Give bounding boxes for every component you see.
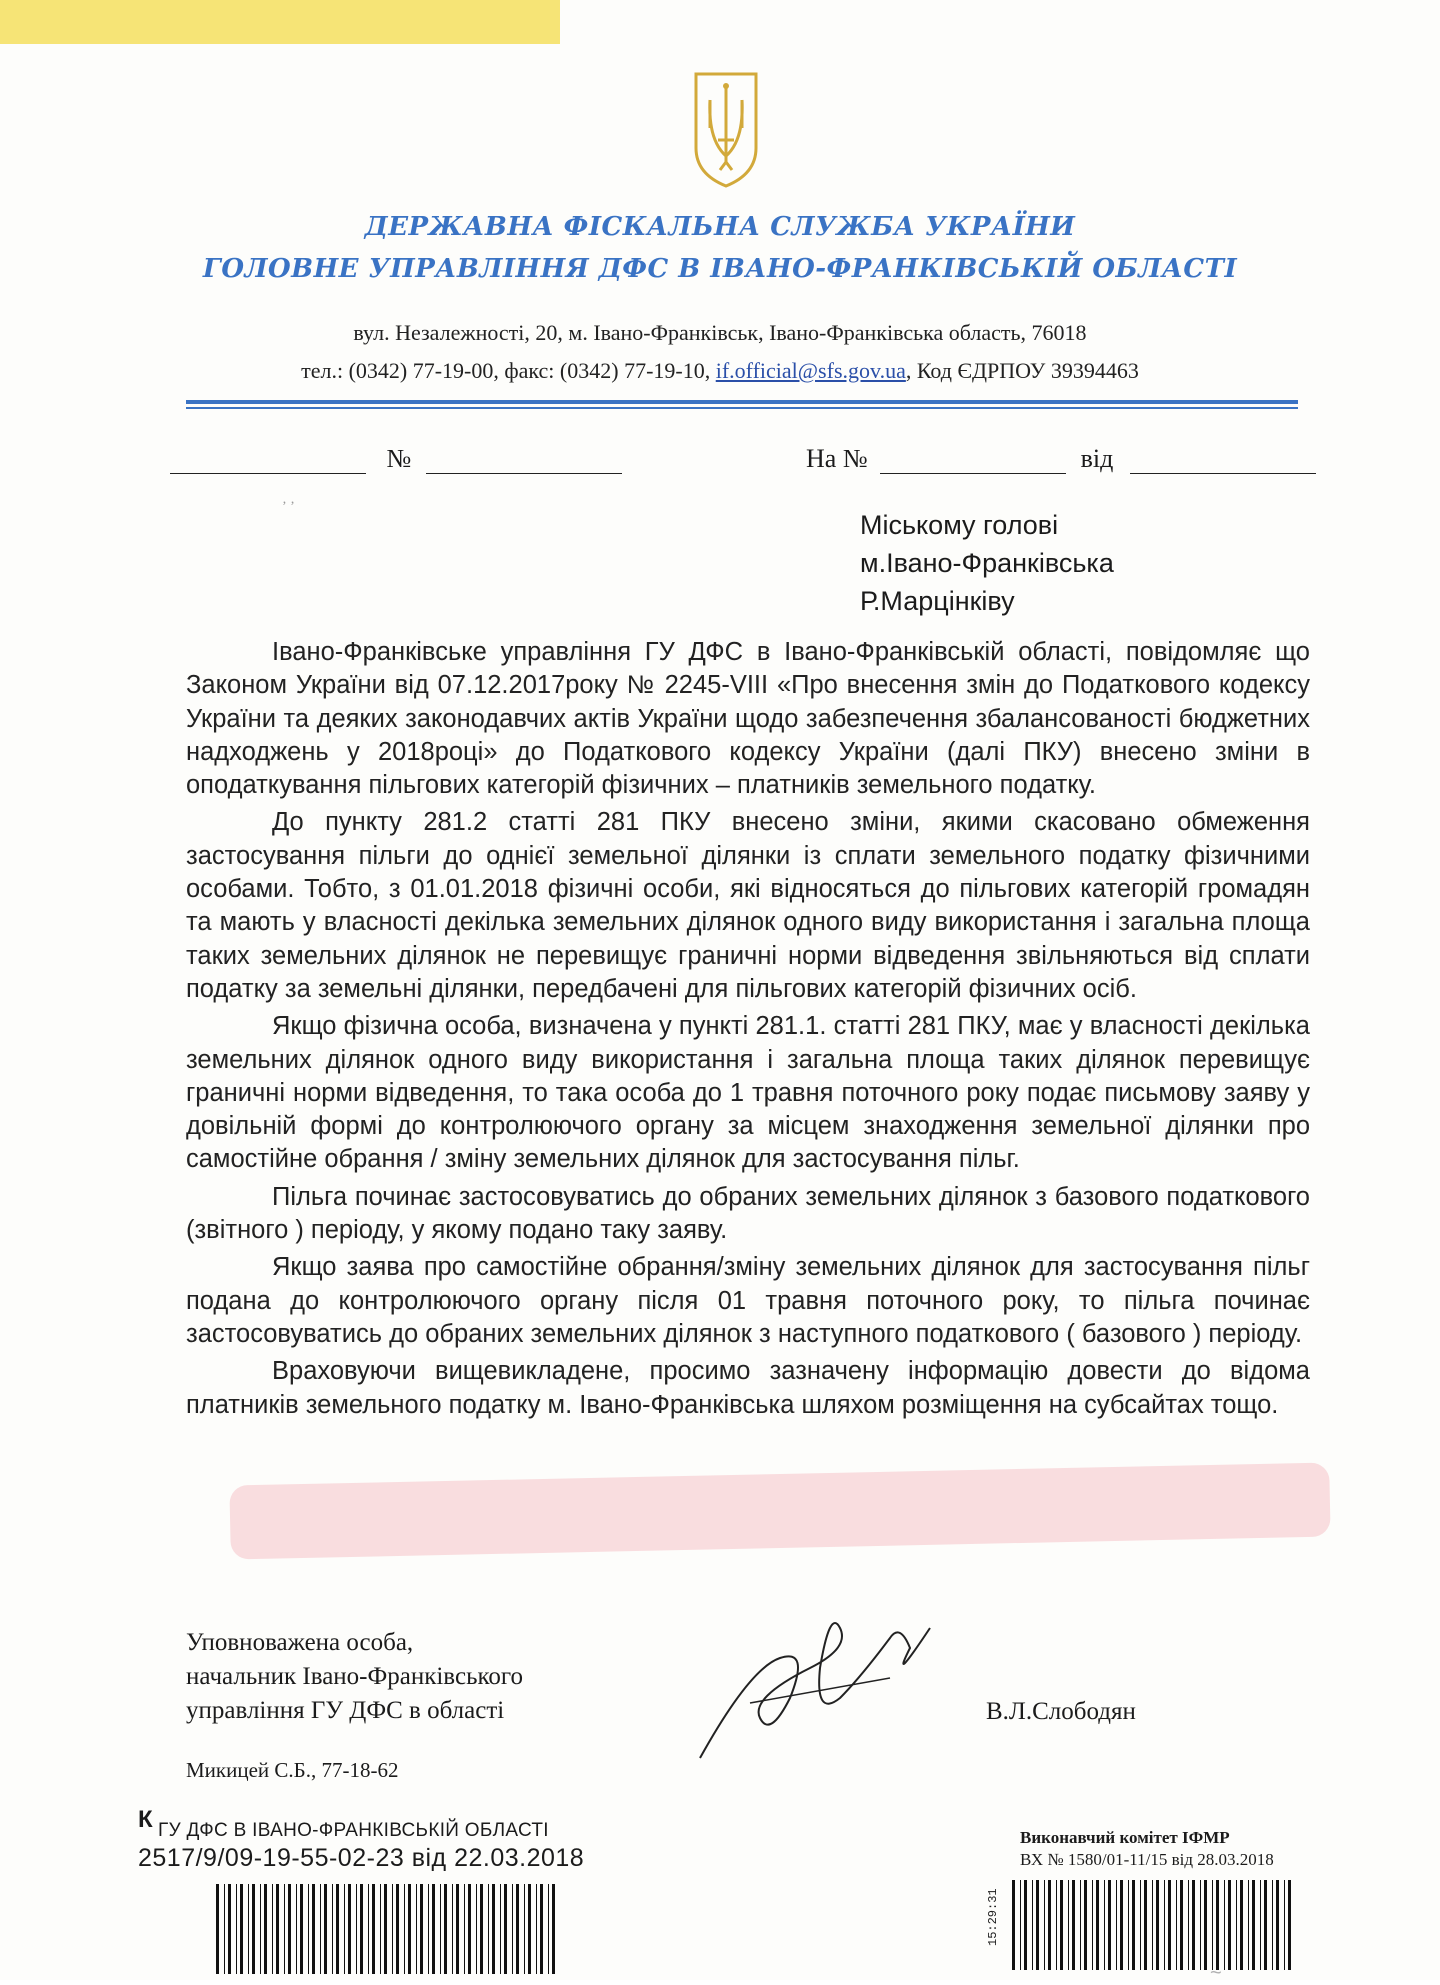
recipient-block bbox=[860, 506, 1114, 620]
ref-label: На № bbox=[806, 444, 868, 473]
signatory-line2: начальник Івано-Франківського bbox=[186, 1663, 523, 1690]
executor-contact: Микицей С.Б., 77-18-62 bbox=[186, 1758, 399, 1782]
reference-registration bbox=[806, 444, 1316, 474]
letter-body bbox=[186, 636, 1310, 1422]
number-sign: № bbox=[386, 444, 412, 473]
incoming-stamp bbox=[1020, 1828, 1274, 1870]
handwritten-signature bbox=[690, 1608, 950, 1768]
contacts-code: , Код ЄДРПОУ 39394463 bbox=[905, 358, 1139, 383]
incoming-stamp-number: ВХ № 1580/01-11/15 від 28.03.2018 bbox=[1020, 1850, 1274, 1869]
highlight-marker bbox=[229, 1462, 1330, 1559]
outgoing-date-blank bbox=[170, 449, 366, 474]
pencil-scribble: ~ bbox=[1210, 1962, 1222, 1984]
outgoing-stamp-org: ГУ ДФС В ІВАНО-ФРАНКІВСЬКІЙ ОБЛАСТІ bbox=[158, 1820, 549, 1841]
paragraph-6: Враховуючи вищевикладене, просимо зазначену інформацію довести до відома платників земельного податку м. Івано-Франківська шляхом розміщення на субсайтах тощо. bbox=[186, 1357, 1310, 1419]
outgoing-stamp-number: 2517/9/09-19-55-02-23 від 22.03.2018 bbox=[138, 1844, 585, 1872]
stamp-k-letter: К bbox=[138, 1806, 153, 1833]
paragraph-1: Івано-Франківське управління ГУ ДФС в Івано-Франківській області, повідомляє що Законом України від 07.12.2017року № 2245-VIII «Про внесення змін до Податкового кодексу України та деяких законодавчих актів України щодо забезпечення збалансованості бюджетних надходжень у 2018році» до Податкового кодексу України (далі ПКУ) внесено зміни в оподаткування пільгових категорій фізичних – платників земельного податку. bbox=[186, 638, 1310, 800]
paragraph-4: Пільга починає застосовуватись до обраних земельних ділянок з базового податкового (звітного ) періоду, у якому подано таку заяву. bbox=[186, 1182, 1310, 1245]
paragraph-5: Якщо заява про самостійне обрання/зміну земельних ділянок для застосування пільг подана до контролюючого органу після 01 травня поточного року, то пільга починає застосовуватись до обраних земельних ділянок з наступного податкового ( базового ) періоду. bbox=[186, 1253, 1310, 1348]
trident-emblem-icon bbox=[688, 70, 764, 190]
signatory-title bbox=[186, 1626, 523, 1728]
signatory-name: В.Л.Слободян bbox=[986, 1698, 1136, 1725]
ref-date-blank bbox=[1130, 449, 1316, 474]
header-divider-thin bbox=[186, 407, 1298, 409]
email-link[interactable]: if.official@sfs.gov.ua bbox=[715, 358, 906, 383]
paragraph-2: До пункту 281.2 статті 281 ПКУ внесено зміни, якими скасовано обмеження застосування пільги до однієї земельної ділянки із сплати земельного податку фізичними особами. Тобто, з 01.01.2018 фізичні особи, які відносяться до пільгових категорій громадян та мають у власності декілька земельних ділянок одного виду використання і загальна площа таких земельних ділянок не перевищує граничні норми відведення звільняються від сплати податку за земельні ділянки, передбачені для пільгових категорій фізичних осіб. bbox=[186, 808, 1310, 1003]
ref-number-blank bbox=[880, 449, 1066, 474]
outgoing-registration bbox=[170, 444, 622, 474]
org-title-line2: ГОЛОВНЕ УПРАВЛІННЯ ДФС В ІВАНО-ФРАНКІВСЬКІЙ ОБЛАСТІ bbox=[202, 254, 1238, 284]
recipient-line3: Р.Марцінківу bbox=[860, 586, 1015, 616]
org-address: вул. Незалежності, 20, м. Івано-Франківськ, Івано-Франківська область, 76018 bbox=[353, 320, 1087, 345]
date-label: від bbox=[1080, 444, 1114, 473]
margin-marks: ‚ ‚ bbox=[282, 492, 295, 507]
signatory-line1: Уповноважена особа, bbox=[186, 1629, 414, 1656]
paragraph-3: Якщо фізична особа, визначена у пункті 281.1. статті 281 ПКУ, має у власності декілька земельних ділянок одного виду використання і загальна площа таких ділянок перевищує граничні норми відведення, то така особа до 1 травня поточного року подає письмову заяву у довільній формі до контролюючого органу за місцем знаходження земельної ділянки про самостійне обрання / зміну земельних ділянок для застосування пільг. bbox=[186, 1012, 1310, 1174]
incoming-stamp-org: Виконавчий комітет ІФМР bbox=[1020, 1828, 1230, 1847]
outgoing-number-blank bbox=[426, 449, 622, 474]
contacts-phone-fax: тел.: (0342) 77-19-00, факс: (0342) 77-19-10, bbox=[301, 358, 711, 383]
sticky-note bbox=[0, 0, 560, 44]
outgoing-barcode bbox=[214, 1884, 562, 1974]
recipient-line1: Міському голові bbox=[860, 510, 1059, 540]
incoming-time: 15:29:31 bbox=[986, 1888, 1000, 1946]
header-divider-thick bbox=[186, 400, 1298, 404]
org-contacts bbox=[0, 358, 1440, 384]
signatory-line3: управління ГУ ДФС в області bbox=[186, 1697, 505, 1724]
org-title-line1: ДЕРЖАВНА ФІСКАЛЬНА СЛУЖБА УКРАЇНИ bbox=[364, 212, 1076, 242]
incoming-barcode bbox=[1010, 1880, 1300, 1970]
recipient-line2: м.Івано-Франківська bbox=[860, 548, 1114, 578]
